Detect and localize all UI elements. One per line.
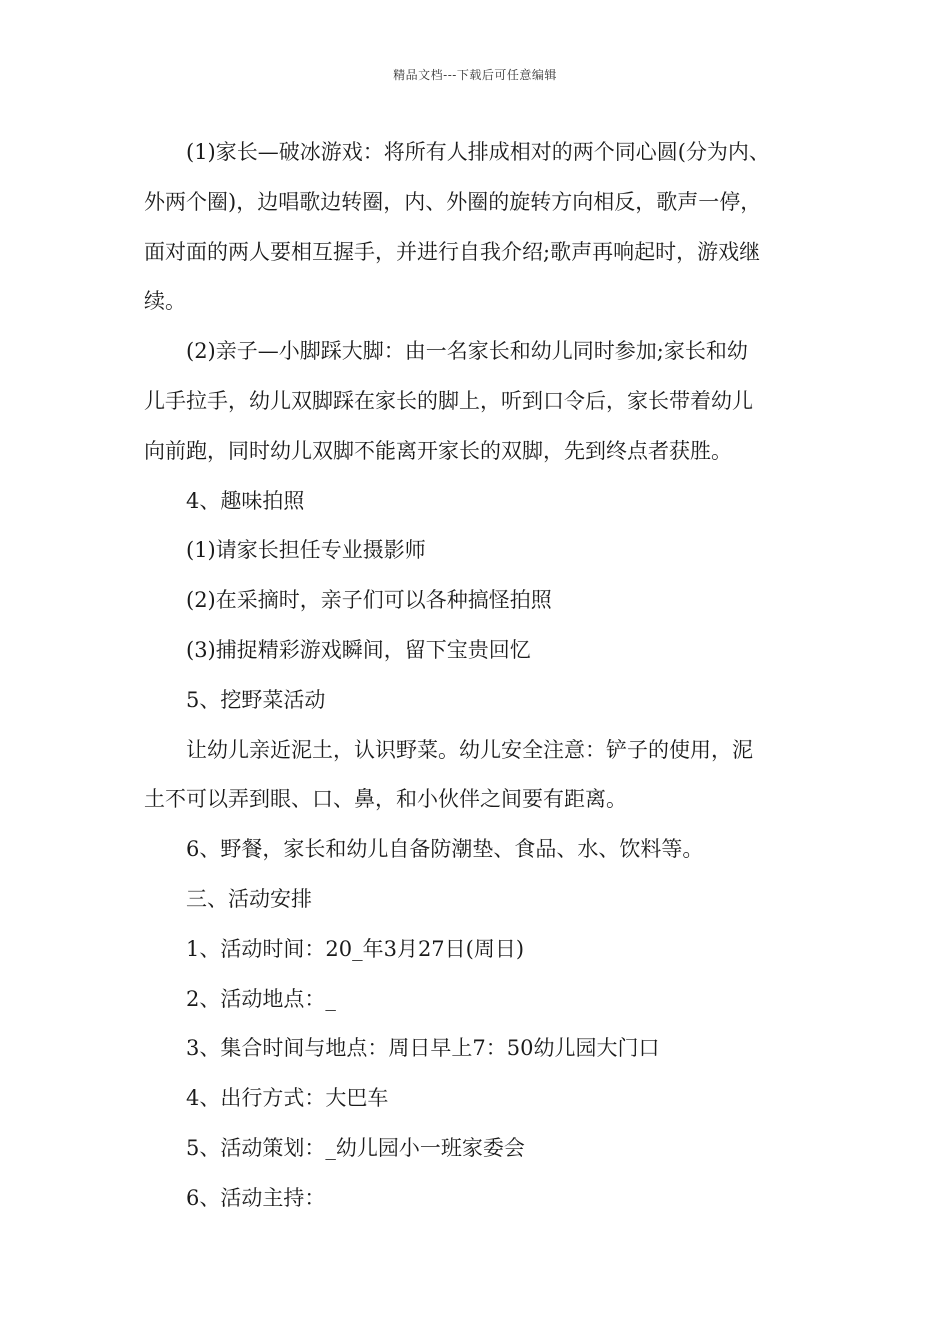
list-item-photo-2: (2)在采摘时，亲子们可以各种搞怪拍照 bbox=[186, 588, 552, 613]
line-host: 6、活动主持： bbox=[186, 1185, 326, 1210]
list-item-photo-1: (1)请家长担任专业摄影师 bbox=[186, 538, 426, 563]
line-picnic: 6、野餐，家长和幼儿自备防潮垫、食品、水、饮料等。 bbox=[186, 837, 704, 862]
heading-fun-photo: 4、趣味拍照 bbox=[186, 488, 305, 513]
line-vegetables-1: 让幼儿亲近泥土，认识野菜。幼儿安全注意：铲子的使用，泥 bbox=[186, 737, 753, 762]
line-vegetables-2: 土不可以弄到眼、口、鼻，和小伙伴之间要有距离。 bbox=[144, 787, 627, 812]
line-game-parent-2: 外两个圈)，边唱歌边转圈，内、外圈的旋转方向相反，歌声一停， bbox=[144, 189, 762, 214]
line-game-parent-1: (1)家长—破冰游戏：将所有人排成相对的两个同心圆(分为内、 bbox=[186, 140, 770, 164]
page-header: 精品文档---下载后可任意编辑 bbox=[393, 68, 557, 82]
line-activity-time: 1、活动时间：20_年3月27日(周日) bbox=[186, 936, 525, 961]
line-gathering: 3、集合时间与地点：周日早上7：50幼儿园大门口 bbox=[186, 1036, 660, 1061]
list-item-photo-3: (3)捕捉精彩游戏瞬间，留下宝贵回忆 bbox=[186, 637, 531, 662]
heading-wild-vegetables: 5、挖野菜活动 bbox=[186, 687, 326, 712]
line-planning: 5、活动策划：_幼儿园小一班家委会 bbox=[186, 1135, 525, 1160]
line-game-parent-4: 续。 bbox=[144, 289, 186, 314]
line-game-parent-3: 面对面的两人要相互握手，并进行自我介绍;歌声再响起时，游戏继 bbox=[144, 239, 761, 264]
line-activity-location: 2、活动地点：_ bbox=[186, 986, 336, 1011]
line-game-child-3: 向前跑，同时幼儿双脚不能离开家长的双脚，先到终点者获胜。 bbox=[144, 438, 732, 463]
line-game-child-1: (2)亲子—小脚踩大脚：由一名家长和幼儿同时参加;家长和幼 bbox=[186, 339, 748, 364]
line-game-child-2: 儿手拉手，幼儿双脚踩在家长的脚上，听到口令后，家长带着幼儿 bbox=[144, 388, 753, 413]
document-body bbox=[144, 128, 834, 1224]
heading-arrangement: 三、活动安排 bbox=[186, 886, 312, 911]
line-transport: 4、出行方式：大巴车 bbox=[186, 1086, 389, 1111]
